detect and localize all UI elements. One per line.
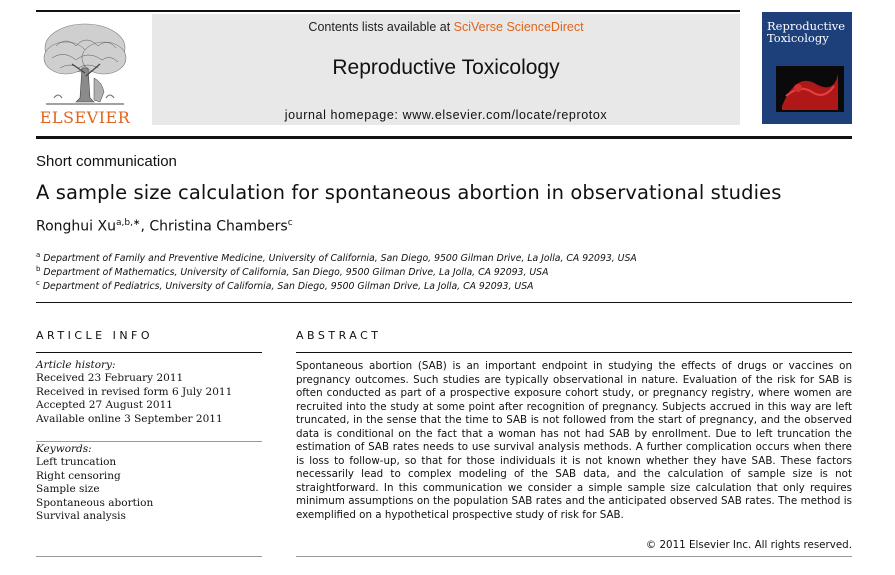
cover-artwork-image bbox=[776, 66, 844, 112]
cover-title: Reproductive Toxicology bbox=[767, 19, 846, 45]
copyright-notice: © 2011 Elsevier Inc. All rights reserved. bbox=[645, 539, 852, 551]
affiliations-rule bbox=[36, 302, 852, 303]
header-bottom-rule bbox=[36, 136, 852, 139]
keywords-block bbox=[36, 443, 153, 523]
history-item: Received in revised form 6 July 2011 bbox=[36, 385, 233, 398]
keywords-rule bbox=[36, 441, 262, 442]
keywords-label: Keywords: bbox=[36, 443, 92, 455]
author-separator: , bbox=[140, 218, 150, 235]
abstract-rule bbox=[296, 352, 852, 353]
article-history bbox=[36, 359, 232, 426]
history-item: Accepted 27 August 2011 bbox=[36, 399, 173, 412]
article-title: A sample size calculation for spontaneous abortion in observational studies bbox=[36, 181, 782, 204]
author-affiliation-marks[interactable]: c bbox=[287, 218, 293, 228]
sciencedirect-link[interactable]: SciVerse ScienceDirect bbox=[453, 20, 584, 34]
history-item: Available online 3 September 2011 bbox=[36, 412, 223, 425]
article-info-bottom-rule bbox=[36, 556, 262, 557]
elsevier-wordmark: ELSEVIER bbox=[39, 108, 131, 127]
abstract-bottom-rule bbox=[296, 556, 852, 557]
affiliation-line: $^c$ Department of Pediatrics, University of California, San Diego, 9500 Gilman Drive, La Jolla, CA 92093, USA bbox=[36, 279, 534, 293]
keyword-item: Right censoring bbox=[36, 469, 121, 482]
author-list bbox=[36, 218, 293, 235]
homepage-prefix: journal homepage: bbox=[284, 108, 399, 122]
history-label: Article history: bbox=[36, 359, 116, 371]
homepage-link[interactable]: www.elsevier.com/locate/reprotox bbox=[402, 108, 608, 122]
journal-homepage-line bbox=[152, 108, 740, 122]
keyword-item: Survival analysis bbox=[36, 510, 126, 523]
article-info-heading: ARTICLE INFO bbox=[36, 329, 154, 342]
abstract-text: Spontaneous abortion (SAB) is an important endpoint in studying the effects of drugs or vaccines on pregnancy outcomes. Such studies are typically observational in nature. Evaluation of the risk for SAB is often conducted as part of a prospective exposure cohort study, or pregnancy registry, where women are recruited into the study at some point after recognition of pregnancy. Subjects accrued in this way are left truncated, in the sense that the time to SAB is not followed from the start of pregnancy, and the observed data is conditional on the fact that a woman has not had SAB by enrollment. Due to left truncation the estimation of SAB rates needs to use survival analysis methods. A further complication occurs when there is loss to follow-up, so that for those individuals it is not known whether they have SAB. These factors necessarily lead to complex modeling of the SAB data, and the calculation of sample size is not straightforward. In this communication we consider a simple sample size calculation that only requires minimum assumptions on the population SAB rates and the anticipated observed SAB rates. The method is exemplified on a hypothetical prospective study of risk for SAB. bbox=[296, 360, 852, 521]
journal-cover-thumbnail[interactable] bbox=[762, 12, 852, 124]
keyword-item: Left truncation bbox=[36, 456, 117, 469]
article-info-rule bbox=[36, 352, 262, 353]
contents-line bbox=[152, 20, 740, 34]
history-item: Received 23 February 2011 bbox=[36, 372, 184, 385]
abstract-heading: ABSTRACT bbox=[296, 329, 382, 342]
journal-title[interactable]: Reproductive Toxicology bbox=[332, 56, 560, 79]
article-category: Short communication bbox=[36, 153, 177, 170]
keyword-item: Spontaneous abortion bbox=[36, 496, 154, 509]
keyword-item: Sample size bbox=[36, 483, 100, 496]
author-name[interactable]: Christina Chambers bbox=[149, 218, 288, 235]
affiliation-line: $^a$ Department of Family and Preventive Medicine, University of California, San Diego, 9500 Gilman Drive, La Jolla, CA 92093, USA bbox=[36, 251, 637, 265]
author-affiliation-marks[interactable]: a,b,∗ bbox=[115, 218, 141, 228]
affiliation-line: $^b$ Department of Mathematics, University of California, San Diego, 9500 Gilman Drive, La Jolla, CA 92093, USA bbox=[36, 265, 549, 279]
header-top-rule bbox=[36, 10, 740, 12]
author-name[interactable]: Ronghui Xu bbox=[36, 218, 116, 235]
contents-prefix: Contents lists available at bbox=[308, 20, 451, 34]
